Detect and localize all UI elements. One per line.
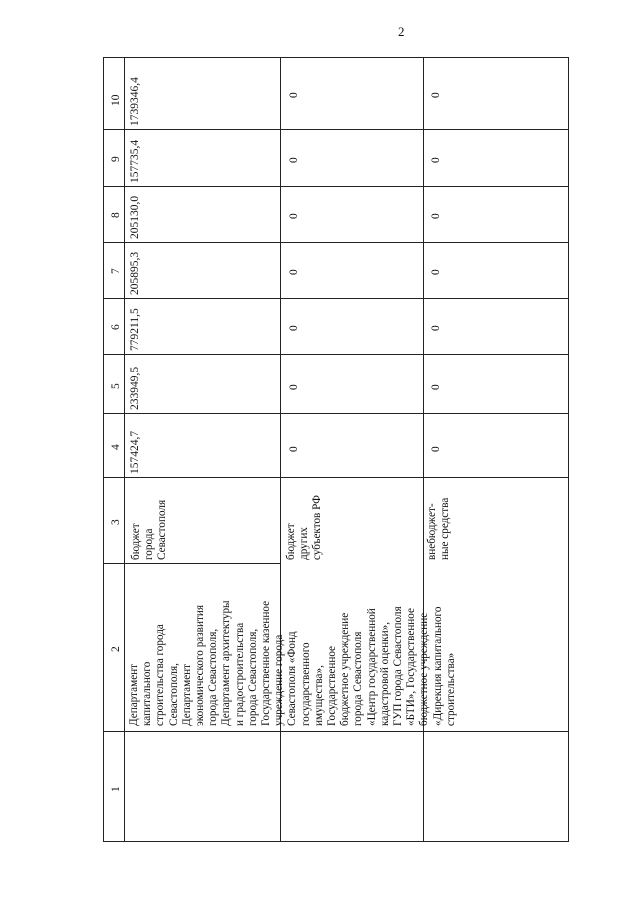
header-col-8: 8 bbox=[110, 212, 122, 218]
row-1-source bbox=[130, 500, 170, 560]
col-divider-4-5 bbox=[103, 413, 569, 414]
row-3-col-10-value: 0 bbox=[430, 92, 442, 98]
row-3-col-5-value: 0 bbox=[430, 384, 442, 390]
executor-line: «Центр государственной bbox=[365, 608, 378, 726]
source-line: внебюджет- bbox=[426, 503, 438, 560]
row-3-col-7-value: 0 bbox=[430, 269, 442, 275]
header-col-10: 10 bbox=[110, 94, 122, 106]
row-2-source bbox=[285, 495, 325, 560]
header-col-2: 2 bbox=[110, 646, 122, 652]
row-2-col-7-value: 0 bbox=[288, 269, 300, 275]
executor-line: и градостроительства bbox=[233, 622, 246, 726]
header-col-6: 6 bbox=[110, 324, 122, 330]
row-1-col-7-value: 205895,3 bbox=[129, 251, 141, 295]
executor-line: города Севастополя, bbox=[207, 628, 220, 726]
row-1-col-10-value: 1739346,4 bbox=[129, 77, 141, 126]
executor-line: Департамент bbox=[128, 663, 140, 726]
row-3-col-9-value: 0 bbox=[430, 157, 442, 163]
row-2-col-5-value: 0 bbox=[288, 384, 300, 390]
executor-line: бюджетное учреждение bbox=[339, 612, 352, 726]
executor-line: «БТИ», Государственное bbox=[405, 608, 418, 726]
executor-line: капитального bbox=[141, 661, 154, 726]
executor-line: государственного bbox=[299, 642, 312, 726]
source-line: бюджет bbox=[130, 523, 142, 560]
executor-line: ГУП города Севастополя bbox=[392, 606, 405, 726]
source-line: ные средства bbox=[439, 497, 452, 560]
row-3-col-8-value: 0 bbox=[430, 213, 442, 219]
row-3-col-6-value: 0 bbox=[430, 325, 442, 331]
header-divider bbox=[124, 57, 125, 842]
row-1-col-6-value: 779211,5 bbox=[129, 308, 141, 351]
page-number: 2 bbox=[398, 24, 405, 39]
source-line: города bbox=[143, 528, 156, 560]
col-divider-3-4 bbox=[103, 477, 569, 478]
executor-line: Севастополя «Фонд bbox=[286, 631, 299, 726]
executor-line: Департамент bbox=[180, 663, 193, 726]
executor-line: «Дирекция капитального bbox=[431, 606, 444, 726]
executor-line: учреждение города bbox=[273, 634, 286, 726]
executor-line: Государственное bbox=[326, 645, 339, 726]
col-divider-5-6 bbox=[103, 354, 569, 355]
row-2-col-4-value: 0 bbox=[288, 446, 300, 452]
source-line: Севастополя bbox=[156, 499, 169, 560]
executor-line: экономического развития bbox=[194, 605, 207, 726]
executor-line: строительства» bbox=[444, 652, 457, 726]
executor-line: строительства города bbox=[154, 624, 167, 726]
row-2-col-6-value: 0 bbox=[288, 325, 300, 331]
header-col-4: 4 bbox=[110, 444, 122, 450]
header-col-7: 7 bbox=[110, 268, 122, 274]
executor-line: кадастровой оценки», bbox=[378, 622, 391, 726]
source-line: бюджет bbox=[285, 523, 297, 560]
row-2-col-10-value: 0 bbox=[288, 92, 300, 98]
col-divider-7-8 bbox=[103, 242, 569, 243]
col-divider-2-3 bbox=[103, 563, 280, 564]
row-2-col-9-value: 0 bbox=[288, 157, 300, 163]
col-divider-6-7 bbox=[103, 298, 569, 299]
executor-line: города Севастополя bbox=[352, 631, 365, 726]
source-line: других bbox=[298, 527, 311, 560]
executor-line: бюджетное учреждение bbox=[418, 612, 431, 726]
row-2-col-8-value: 0 bbox=[288, 213, 300, 219]
header-col-3: 3 bbox=[110, 519, 122, 525]
header-col-5: 5 bbox=[110, 383, 122, 389]
row-1-col-5-value: 233949,5 bbox=[129, 366, 141, 410]
executor-line: имущества», bbox=[312, 665, 325, 726]
source-line: субъектов РФ bbox=[311, 495, 324, 560]
executor-text bbox=[128, 600, 458, 726]
row-1-col-9-value: 157735,4 bbox=[129, 139, 141, 183]
row-3-col-4-value: 0 bbox=[430, 446, 442, 452]
header-col-1: 1 bbox=[110, 786, 122, 792]
col-divider-8-9 bbox=[103, 186, 569, 187]
row-3-source bbox=[426, 498, 452, 560]
row-1-col-4-value: 157424,7 bbox=[129, 430, 141, 474]
header-col-9: 9 bbox=[110, 156, 122, 162]
row-1-col-8-value: 205130,0 bbox=[129, 195, 141, 239]
executor-line: Севастополя, bbox=[167, 663, 180, 726]
executor-line: Государственное казенное bbox=[260, 600, 273, 726]
col-divider-9-10 bbox=[103, 129, 569, 130]
executor-line: города Севастополя, bbox=[246, 628, 259, 726]
col-divider-1-2 bbox=[103, 731, 569, 732]
executor-line: Департамент архитектуры bbox=[220, 600, 233, 726]
